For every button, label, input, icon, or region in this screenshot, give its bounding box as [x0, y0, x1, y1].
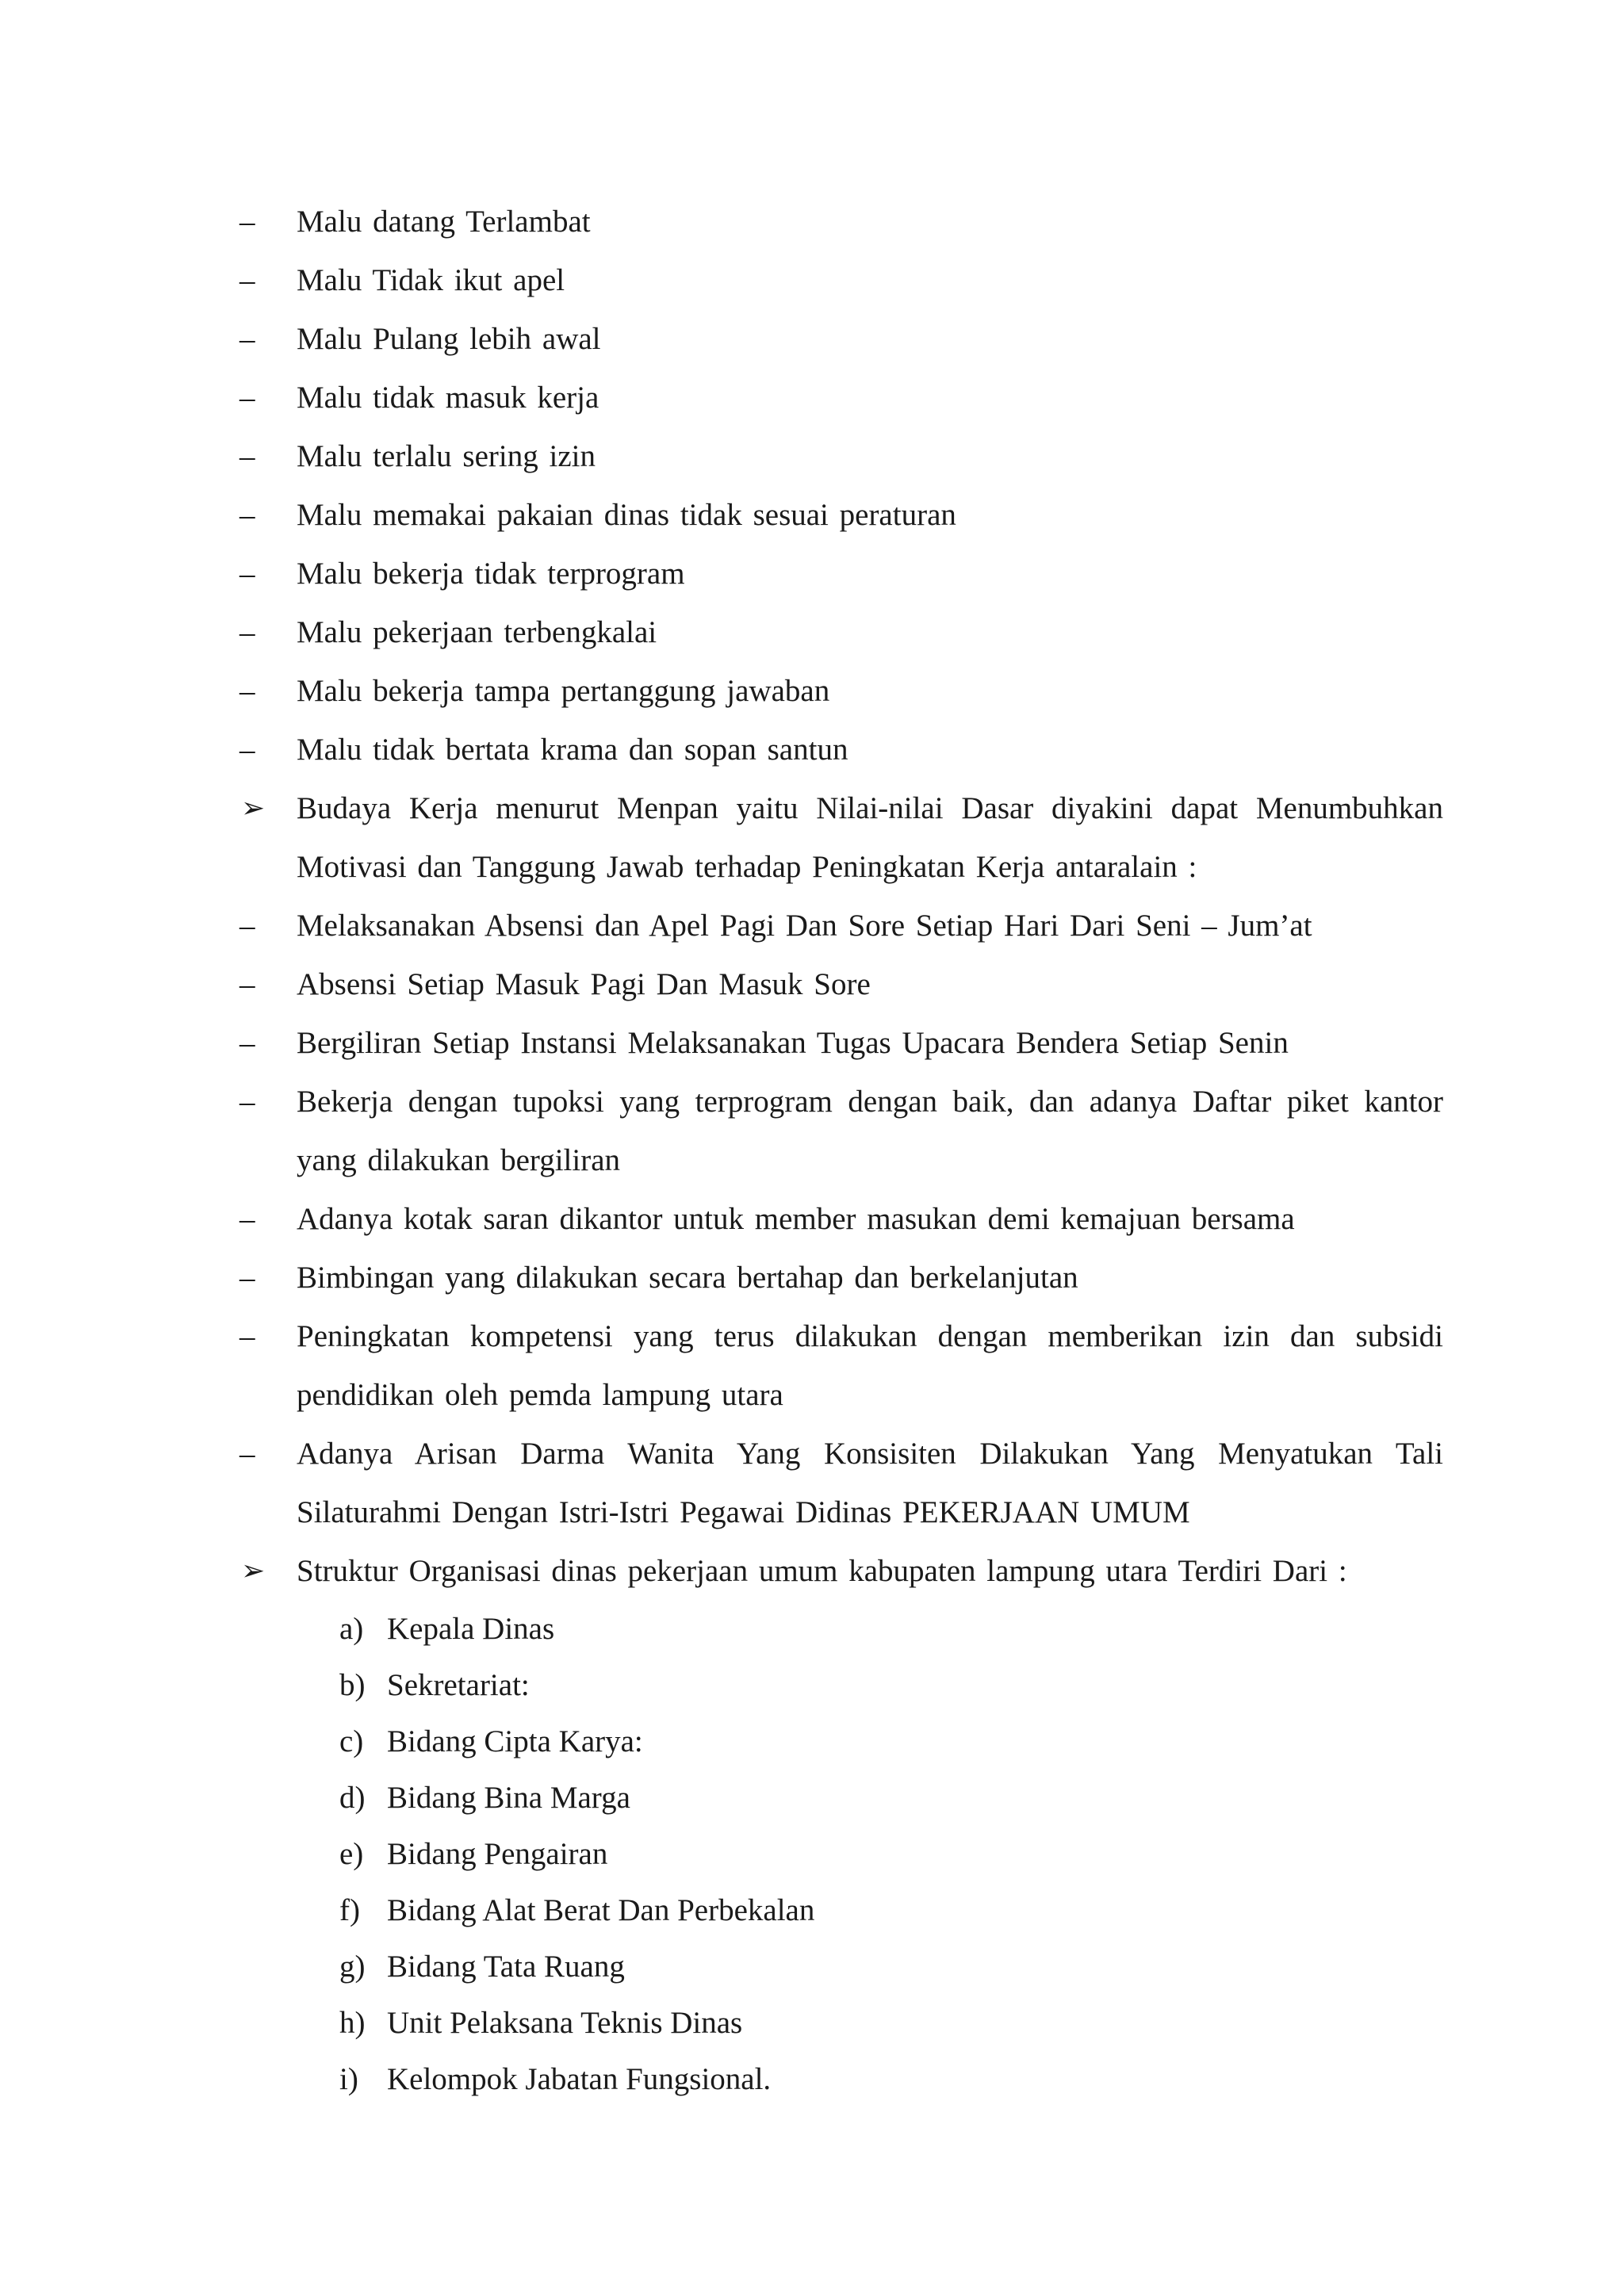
list-item-malu-9 [238, 662, 1443, 721]
dash-bullet-icon: – [239, 381, 255, 415]
list-item-text: Malu pekerjaan terbengkalai [297, 615, 657, 649]
list-item-text: Malu tidak bertata krama dan sopan santun [297, 733, 848, 767]
struktur-item-e [339, 1826, 1443, 1882]
list-item-text: Malu memakai pakaian dinas tidak sesuai peraturan [297, 498, 956, 532]
list-item-budaya-7 [238, 1307, 1443, 1425]
document-content [238, 193, 1443, 2107]
list-item-budaya-3 [238, 1014, 1443, 1073]
list-item-text: Melaksanakan Absensi dan Apel Pagi Dan Sore Setiap Hari Dari Seni – Jum’at [297, 909, 1312, 943]
list-item-text: Bidang Cipta Karya: [387, 1724, 643, 1758]
section-text: Struktur Organisasi dinas pekerjaan umum kabupaten lampung utara Terdiri Dari : [297, 1554, 1347, 1588]
struktur-item-f [339, 1882, 1443, 1938]
struktur-item-b [339, 1657, 1443, 1713]
struktur-item-i [339, 2051, 1443, 2107]
list-item-text: Bidang Bina Marga [387, 1781, 630, 1815]
list-item-malu-4 [238, 369, 1443, 427]
list-item-text: Malu bekerja tampa pertanggung jawaban [297, 674, 830, 708]
list-item-text: Kelompok Jabatan Fungsional. [387, 2062, 772, 2096]
list-item-text: Bimbingan yang dilakukan secara bertahap dan berkelanjutan [297, 1261, 1078, 1295]
section-budaya-kerja [238, 779, 1443, 897]
struktur-item-h [339, 1995, 1443, 2051]
list-item-malu-3 [238, 310, 1443, 369]
dash-bullet-icon: – [239, 615, 255, 649]
list-letter: b) [339, 1668, 366, 1702]
dash-bullet-icon: – [239, 909, 255, 943]
list-item-budaya-6 [238, 1249, 1443, 1307]
list-letter: h) [339, 2006, 366, 2040]
list-item-text: Malu datang Terlambat [297, 205, 591, 239]
list-item-text: Malu Pulang lebih awal [297, 322, 601, 356]
list-item-text: Bidang Tata Ruang [387, 1950, 625, 1984]
list-item-malu-8 [238, 603, 1443, 662]
struktur-item-d [339, 1770, 1443, 1826]
list-item-text: Unit Pelaksana Teknis Dinas [387, 2006, 743, 2040]
list-item-malu-5 [238, 427, 1443, 486]
dash-bullet-icon: – [239, 498, 255, 532]
list-item-text: Malu Tidak ikut apel [297, 263, 565, 297]
list-item-text: Malu bekerja tidak terprogram [297, 557, 685, 591]
list-item-text: Sekretariat: [387, 1668, 530, 1702]
struktur-item-c [339, 1713, 1443, 1770]
list-item-malu-10 [238, 721, 1443, 779]
list-item-text: Adanya kotak saran dikantor untuk member masukan demi kemajuan bersama [297, 1202, 1295, 1236]
list-letter: i) [339, 2062, 358, 2096]
list-letter: c) [339, 1724, 364, 1758]
dash-bullet-icon: – [239, 263, 255, 297]
list-letter: g) [339, 1950, 366, 1984]
list-item-text: Bidang Pengairan [387, 1837, 608, 1871]
section-struktur-organisasi [238, 1542, 1443, 1601]
list-item-text: Bergiliran Setiap Instansi Melaksanakan Tugas Upacara Bendera Setiap Senin [297, 1026, 1289, 1060]
list-item-text: Absensi Setiap Masuk Pagi Dan Masuk Sore [297, 967, 871, 1001]
struktur-item-a [339, 1601, 1443, 1657]
list-letter: f) [339, 1893, 360, 1927]
struktur-item-g [339, 1938, 1443, 1995]
dash-bullet-icon: – [239, 1202, 255, 1236]
arrow-bullet-icon: ➢ [241, 792, 266, 825]
list-letter: a) [339, 1612, 364, 1646]
arrow-bullet-icon: ➢ [241, 1555, 266, 1587]
list-item-text: Malu terlalu sering izin [297, 439, 596, 473]
list-item-malu-7 [238, 545, 1443, 603]
struktur-list [339, 1601, 1443, 2107]
dash-bullet-icon: – [239, 1026, 255, 1060]
list-item-text: Peningkatan kompetensi yang terus dilakukan dengan memberikan izin dan subsidi pendidikan oleh pemda lampung utara [297, 1319, 1443, 1412]
list-item-text: Bekerja dengan tupoksi yang terprogram dengan baik, dan adanya Daftar piket kantor yang dilakukan bergiliran [297, 1085, 1443, 1177]
list-item-budaya-8 [238, 1425, 1443, 1542]
dash-bullet-icon: – [239, 733, 255, 767]
dash-bullet-icon: – [239, 439, 255, 473]
dash-bullet-icon: – [239, 967, 255, 1001]
section-text: Budaya Kerja menurut Menpan yaitu Nilai-nilai Dasar diyakini dapat Menumbuhkan Motivasi dan Tanggung Jawab terhadap Peningkatan Kerja antaralain : [297, 791, 1443, 884]
dash-bullet-icon: – [239, 205, 255, 239]
dash-bullet-icon: – [239, 557, 255, 591]
dash-bullet-icon: – [239, 1437, 255, 1471]
dash-bullet-icon: – [239, 674, 255, 708]
dash-bullet-icon: – [239, 322, 255, 356]
list-item-text: Malu tidak masuk kerja [297, 381, 599, 415]
list-item-text: Adanya Arisan Darma Wanita Yang Konsisiten Dilakukan Yang Menyatukan Tali Silaturahmi Dengan Istri-Istri Pegawai Didinas PEKERJAAN UMUM [297, 1437, 1443, 1529]
list-letter: d) [339, 1781, 366, 1815]
list-item-budaya-1 [238, 897, 1443, 955]
list-item-budaya-5 [238, 1190, 1443, 1249]
list-item-malu-1 [238, 193, 1443, 251]
list-letter: e) [339, 1837, 364, 1871]
list-item-budaya-2 [238, 955, 1443, 1014]
list-item-malu-2 [238, 251, 1443, 310]
dash-bullet-icon: – [239, 1319, 255, 1353]
dash-bullet-icon: – [239, 1261, 255, 1295]
dash-bullet-icon: – [239, 1085, 255, 1119]
list-item-text: Kepala Dinas [387, 1612, 555, 1646]
list-item-malu-6 [238, 486, 1443, 545]
list-item-budaya-4 [238, 1073, 1443, 1190]
list-item-text: Bidang Alat Berat Dan Perbekalan [387, 1893, 815, 1927]
